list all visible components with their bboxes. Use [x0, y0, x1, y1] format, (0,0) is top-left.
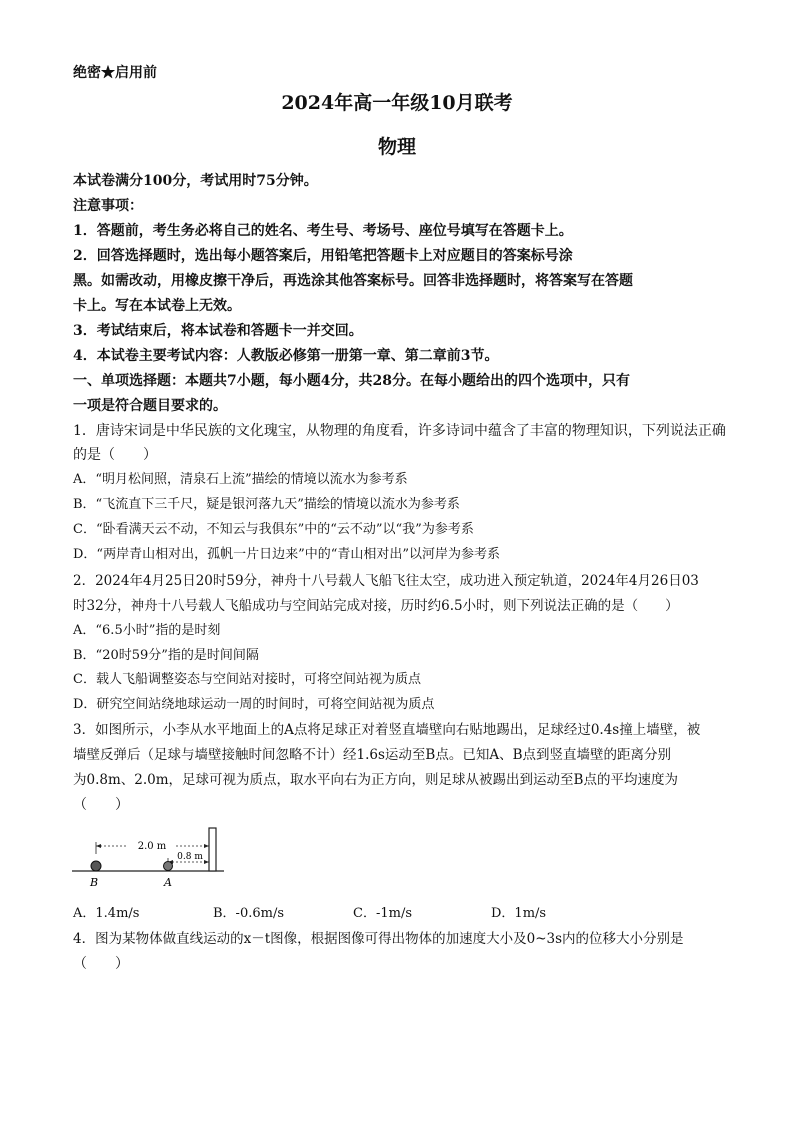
q2-option-a: A．“6.5小时”指的是时刻 [73, 623, 221, 638]
section-heading-line-1: 一、单项选择题：本题共7小题，每小题4分，共28分。在每小题给出的四个选项中，只有 [73, 373, 630, 389]
q2-stem-line-2: 时32分，神舟十八号载人飞船成功与空间站完成对接，历时约6.5小时，则下列说法正确的是（ ） [73, 598, 679, 614]
ball-a-icon [164, 862, 173, 871]
section-heading-line-2: 一项是符合题目要求的。 [73, 398, 227, 414]
q2-stem-line-1: 2．2024年4月25日20时59分，神舟十八号载人飞船飞往太空，成功进入预定轨道，2024年4月26日03 [73, 573, 699, 589]
q3-figure [68, 826, 228, 890]
q1-option-b: B．“飞流直下三千尺，疑是银河落九天”描绘的情境以流水为参考系 [73, 497, 460, 512]
q1-stem-line-1: 1．唐诗宋词是中华民族的文化瑰宝，从物理的角度看，许多诗词中蕴含了丰富的物理知识，下列说法正确 [73, 423, 726, 439]
note-4: 4．本试卷主要考试内容：人教版必修第一册第一章、第二章前3节。 [73, 348, 499, 364]
score-info: 本试卷满分100分，考试用时75分钟。 [73, 173, 318, 189]
note-2-line-1: 2．回答选择题时，选出每小题答案后，用铅笔把答题卡上对应题目的答案标号涂 [73, 248, 573, 264]
note-2-line-2: 黑。如需改动，用橡皮擦干净后，再选涂其他答案标号。回答非选择题时，将答案写在答题 [73, 273, 633, 289]
q1-option-a: A．“明月松间照，清泉石上流”描绘的情境以流水为参考系 [73, 472, 408, 487]
q3-option-a: A．1.4m/s [73, 906, 140, 921]
q1-option-d: D．“两岸青山相对出，孤帆一片日边来”中的“青山相对出”以河岸为参考系 [73, 547, 501, 562]
exam-title: 2024年高一年级10月联考 [281, 92, 513, 114]
q4-stem-line-1: 4．图为某物体做直线运动的x－t图像，根据图像可得出物体的加速度大小及0~3s内的位移大小分别是 [73, 931, 684, 947]
dist-short-label: 0.8 m [177, 852, 203, 862]
q3-option-d: D．1m/s [491, 906, 547, 921]
wall-shape [209, 828, 216, 871]
q1-stem-line-2: 的是（ ） [73, 447, 157, 463]
q3-stem-line-4: （ ） [73, 797, 129, 813]
q2-option-b: B．“20时59分”指的是时间间隔 [73, 648, 259, 663]
note-1: 1．答题前，考生务必将自己的姓名、考生号、考场号、座位号填写在答题卡上。 [73, 223, 573, 239]
q3-stem-line-1: 3．如图所示，小李从水平地面上的A点将足球正对着竖直墙壁向右贴地踢出，足球经过0.4s撞上墙壁，被 [73, 722, 701, 738]
ball-b-icon [91, 861, 101, 871]
secret-label: 绝密★启用前 [73, 65, 157, 81]
note-3: 3．考试结束后，将本试卷和答题卡一并交回。 [73, 323, 363, 339]
q1-option-c: C．“卧看满天云不动，不知云与我俱东”中的“云不动”以“我”为参考系 [73, 522, 474, 537]
notes-title: 注意事项： [73, 198, 143, 214]
subject-title: 物理 [377, 136, 416, 158]
dist-long-label: 2.0 m [137, 841, 167, 852]
q3-option-b: B．-0.6m/s [213, 906, 284, 921]
q3-stem-line-3: 为0.8m、2.0m，足球可视为质点，取水平向右为正方向，则足球从被踢出到运动至B点的平均速度为 [73, 772, 678, 788]
q3-option-c: C．-1m/s [353, 906, 412, 921]
q2-option-d: D．研究空间站绕地球运动一周的时间时，可将空间站视为质点 [73, 697, 435, 712]
q2-option-c: C．载人飞船调整姿态与空间站对接时，可将空间站视为质点 [73, 672, 421, 687]
q4-stem-line-2: （ ） [73, 956, 129, 972]
q3-stem-line-2: 墙壁反弹后（足球与墙壁接触时间忽略不计）经1.6s运动至B点。已知A、B点到竖直墙壁的距离分别 [73, 747, 671, 763]
point-a-label: A [164, 876, 172, 889]
note-2-line-3: 卡上。写在本试卷上无效。 [73, 298, 241, 314]
point-b-label: B [89, 876, 99, 889]
